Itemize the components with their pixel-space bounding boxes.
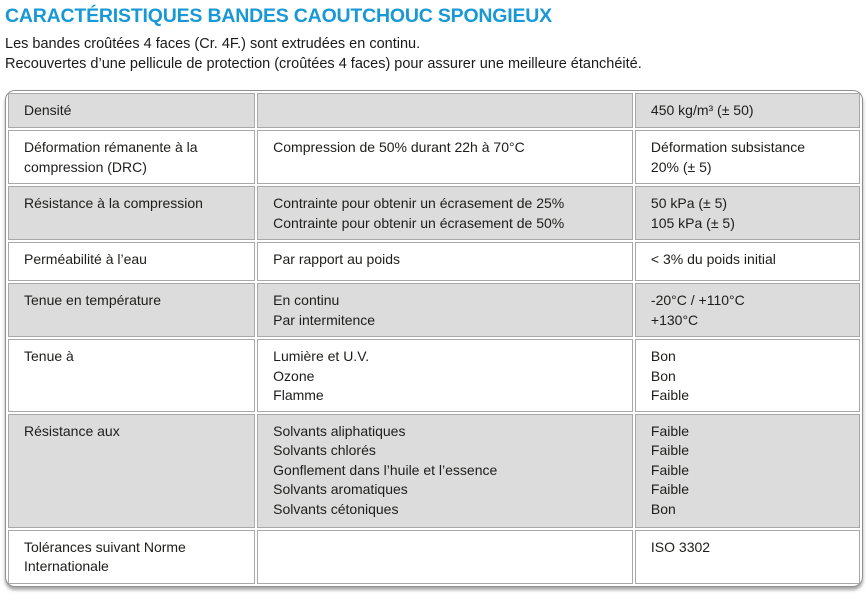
table-row	[8, 530, 860, 584]
cell-line: 450 kg/m³ (± 50)	[650, 102, 754, 118]
cell-line: Gonflement dans l’huile et l’essence	[273, 461, 498, 478]
cell-line: Bon	[650, 500, 676, 517]
cell-condition	[257, 414, 633, 528]
cell-property	[8, 283, 255, 337]
cell-line: Bon	[650, 367, 676, 384]
cell-line: Tenue à	[24, 348, 74, 364]
cell-line: Faible	[650, 442, 690, 458]
cell-property	[8, 242, 255, 281]
cell-line: Déformation subsistance	[650, 139, 805, 155]
cell-line: Ozone	[273, 367, 315, 384]
cell-line: Internationale	[24, 558, 109, 574]
cell-line: Contrainte pour obtenir un écrasement de 50%	[273, 214, 565, 231]
cell-line: -20°C / +110°C	[650, 292, 745, 308]
cell-line: 20% (± 5)	[650, 158, 712, 175]
cell-value	[635, 186, 860, 240]
cell-value	[635, 242, 860, 281]
cell-line: 50 kPa (± 5)	[650, 195, 728, 211]
cell-line: Faible	[650, 481, 690, 497]
cell-value	[635, 530, 860, 584]
cell-line: Tolérances suivant Norme	[24, 538, 186, 555]
cell-line: Solvants cétoniques	[273, 500, 399, 517]
cell-line: Faible	[650, 422, 690, 439]
cell-line: compression (DRC)	[24, 158, 147, 175]
cell-line: Contrainte pour obtenir un écrasement de 25%	[273, 195, 565, 211]
cell-condition	[257, 242, 633, 281]
cell-value	[635, 93, 860, 128]
cell-value	[635, 130, 860, 184]
table-row	[8, 130, 860, 184]
cell-line: ISO 3302	[650, 538, 711, 555]
cell-property	[8, 130, 255, 184]
cell-line: En continu	[273, 292, 340, 308]
cell-line: Solvants chlorés	[273, 442, 376, 458]
characteristics-table-grid	[6, 91, 862, 586]
cell-line: Déformation rémanente à la	[24, 139, 198, 155]
cell-line: Par rapport au poids	[273, 251, 401, 267]
cell-line: < 3% du poids initial	[650, 251, 776, 267]
cell-condition	[257, 93, 633, 128]
cell-line: +130°C	[650, 311, 699, 328]
cell-line: Flamme	[273, 387, 324, 403]
cell-line: Tenue en température	[24, 292, 161, 308]
cell-property	[8, 93, 255, 128]
cell-line: Solvants aliphatiques	[273, 422, 406, 439]
cell-property	[8, 186, 255, 240]
cell-line: Lumière et U.V.	[273, 348, 370, 364]
cell-line: Perméabilité à l’eau	[24, 251, 147, 267]
cell-value	[635, 339, 860, 412]
cell-line: Résistance à la compression	[24, 195, 203, 211]
cell-condition	[257, 186, 633, 240]
table-row	[8, 339, 860, 412]
cell-line: Densité	[24, 102, 72, 118]
cell-property	[8, 414, 255, 528]
cell-condition	[257, 530, 633, 584]
intro-line-1: Les bandes croûtées 4 faces (Cr. 4F.) sont extrudées en continu.	[5, 36, 421, 52]
cell-value	[635, 414, 860, 528]
page-title: CARACTÉRISTIQUES BANDES CAOUTCHOUC SPONGIEUX	[5, 5, 552, 27]
cell-line: Résistance aux	[24, 422, 120, 439]
table-row	[8, 242, 860, 281]
table-row	[8, 283, 860, 337]
intro-line-2: Recouvertes d’une pellicule de protection (croûtées 4 faces) pour assurer une meilleure étanchéité.	[5, 56, 642, 72]
cell-line: Par intermitence	[273, 311, 376, 328]
table-row	[8, 186, 860, 240]
cell-line: Compression de 50% durant 22h à 70°C	[273, 139, 525, 155]
cell-property	[8, 530, 255, 584]
cell-property	[8, 339, 255, 412]
characteristics-table	[5, 90, 863, 587]
cell-condition	[257, 283, 633, 337]
cell-value	[635, 283, 860, 337]
characteristics-table-body	[8, 93, 860, 584]
cell-condition	[257, 130, 633, 184]
table-row	[8, 414, 860, 528]
cell-line: Faible	[650, 387, 690, 403]
table-row	[8, 93, 860, 128]
cell-line: Solvants aromatiques	[273, 481, 408, 497]
cell-line: 105 kPa (± 5)	[650, 214, 735, 231]
cell-line: Bon	[650, 348, 676, 364]
cell-line: Faible	[650, 461, 690, 478]
cell-condition	[257, 339, 633, 412]
